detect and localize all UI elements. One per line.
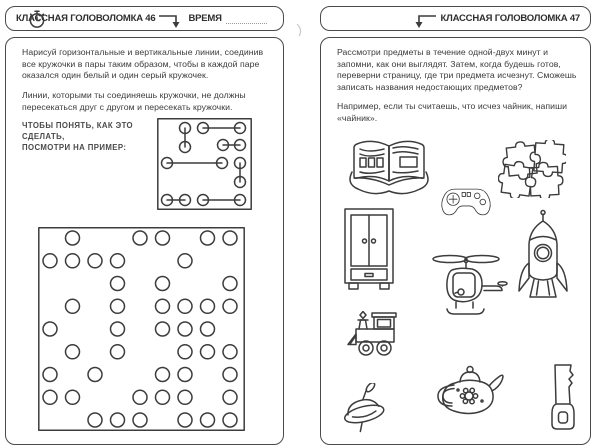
- page-fold-mark: [294, 22, 308, 38]
- time-write-in-field[interactable]: [226, 13, 267, 24]
- left-instructions-paragraph-1: Нарисуй горизонтальные и вертикальные линии, соединив все кружочки в пары таким образом, чтобы в каждой паре оказался один белый и один серый кружочек.: [22, 47, 264, 81]
- left-header-box: [5, 6, 284, 31]
- right-header-box: [320, 6, 591, 31]
- stopwatch-icon: [27, 8, 47, 29]
- open-book-icon: [344, 136, 434, 198]
- down-arrow-icon: [411, 11, 437, 30]
- puzzle-pieces-icon: [498, 140, 566, 198]
- spinning-top-icon: [340, 383, 394, 433]
- puzzle-grid[interactable]: [38, 227, 245, 431]
- rocket-icon: [517, 208, 569, 308]
- game-controller-icon: [438, 184, 494, 220]
- wardrobe-icon: [342, 206, 396, 292]
- toy-train-icon: [345, 311, 399, 359]
- example-caption: ЧТОБЫ ПОНЯТЬ, КАК ЭТО СДЕЛАТЬ, ПОСМОТРИ НА ПРИМЕР:: [22, 121, 134, 152]
- helicopter-icon: [426, 252, 508, 318]
- right-instructions-paragraph-1: Рассмотри предметы в течение одной-двух минут и запомни, как они выглядят. Затем, когда будешь готов, переверни страницу, где три предмета исчезнут. Сможешь записать названия недостающих предметов?: [337, 47, 577, 92]
- right-instructions-paragraph-2: Например, если ты считаешь, что исчез чайник, напиши «чайник».: [337, 101, 568, 123]
- example-puzzle-diagram: [157, 118, 252, 210]
- right-page-title: КЛАССНАЯ ГОЛОВОЛОМКА 47: [440, 13, 580, 24]
- hand-saw-icon: [546, 363, 580, 431]
- left-instructions-paragraph-2: Линии, которыми ты соединяешь кружочки, не должны пересекаться друг с другом и пересекать кружочки.: [22, 90, 246, 112]
- left-page-title: КЛАССНАЯ ГОЛОВОЛОМКА 46: [16, 13, 156, 24]
- time-label: ВРЕМЯ: [188, 13, 222, 24]
- teapot-icon: [435, 364, 505, 418]
- down-arrow-icon: [158, 11, 184, 30]
